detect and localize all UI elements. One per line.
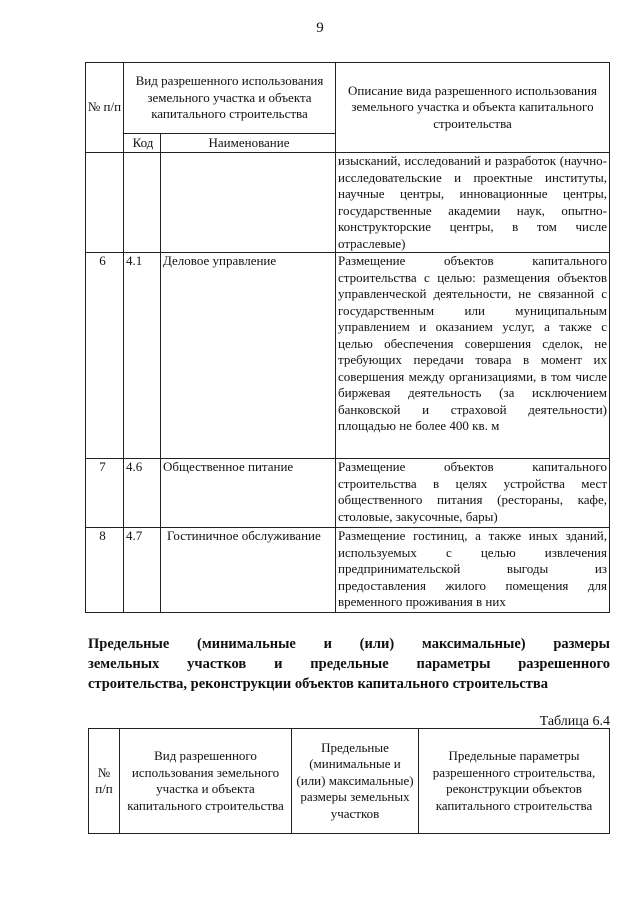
heading-line: Предельные (минимальные и (или) максимальные) размеры [88, 636, 610, 652]
header-num: № п/п [86, 63, 124, 153]
table-row [86, 153, 610, 253]
section-heading [88, 634, 610, 694]
header-use-type: Вид разрешенного использования земельного участка и объекта капитального строительства [120, 729, 292, 834]
limits-table [88, 728, 610, 834]
table-caption: Таблица 6.4 [539, 714, 610, 729]
table-header-row [89, 729, 610, 834]
cell-name [161, 153, 336, 253]
cell-num: 8 [86, 528, 124, 613]
heading-line: строительства, реконструкции объектов капитального строительства [88, 676, 548, 692]
page-number: 9 [316, 20, 324, 36]
cell-code: 4.7 [124, 528, 161, 613]
cell-name: Гостиничное обслуживание [161, 528, 336, 613]
cell-name: Деловое управление [161, 253, 336, 459]
cell-num: 7 [86, 459, 124, 528]
table-row [86, 459, 610, 528]
header-build-params: Предельные параметры разрешенного строительства, реконструкции объектов капитального строительства [419, 729, 610, 834]
cell-num [86, 153, 124, 253]
land-use-table [85, 62, 610, 613]
table-row [86, 253, 610, 459]
table-header-row [86, 63, 610, 134]
cell-name: Общественное питание [161, 459, 336, 528]
header-plot-sizes: Предельные (минимальные и (или) максимальные) размеры земельных участков [292, 729, 419, 834]
header-name: Наименование [161, 134, 336, 153]
table-row [86, 528, 610, 613]
cell-code: 4.6 [124, 459, 161, 528]
cell-description: Размещение объектов капитального строительства с целью: размещения объектов управленческой деятельности, не связанной с государственным или муниципальным управлением и оказанием услуг, а также с целью обеспечения совершения сделок, не требующих передачи товара в момент их совершения между организациями, в том числе биржевая деятельность (за исключением банковской и страховой деятельности) площадью не более 400 кв. м [336, 253, 610, 459]
cell-description: Размещение объектов капитального строительства в целях устройства мест общественного питания (рестораны, кафе, столовые, закусочные, бары) [336, 459, 610, 528]
cell-code [124, 153, 161, 253]
header-description: Описание вида разрешенного использования земельного участка и объекта капитального строительства [336, 63, 610, 153]
cell-num: 6 [86, 253, 124, 459]
cell-code: 4.1 [124, 253, 161, 459]
cell-description: изысканий, исследований и разработок (научно-исследовательские и проектные институты, научные центры, инновационные центры, государственные академии наук, опытно-конструкторские центры, в том числе отраслевые) [336, 153, 610, 253]
heading-line: земельных участков и предельные параметры разрешенного [88, 656, 610, 672]
header-num: № п/п [89, 729, 120, 834]
header-code: Код [124, 134, 161, 153]
cell-description: Размещение гостиниц, а также иных зданий, используемых с целью извлечения предпринимательской выгоды из предоставления жилого помещения для временного проживания в них [336, 528, 610, 613]
header-use-type: Вид разрешенного использования земельного участка и объекта капитального строительства [124, 63, 336, 134]
